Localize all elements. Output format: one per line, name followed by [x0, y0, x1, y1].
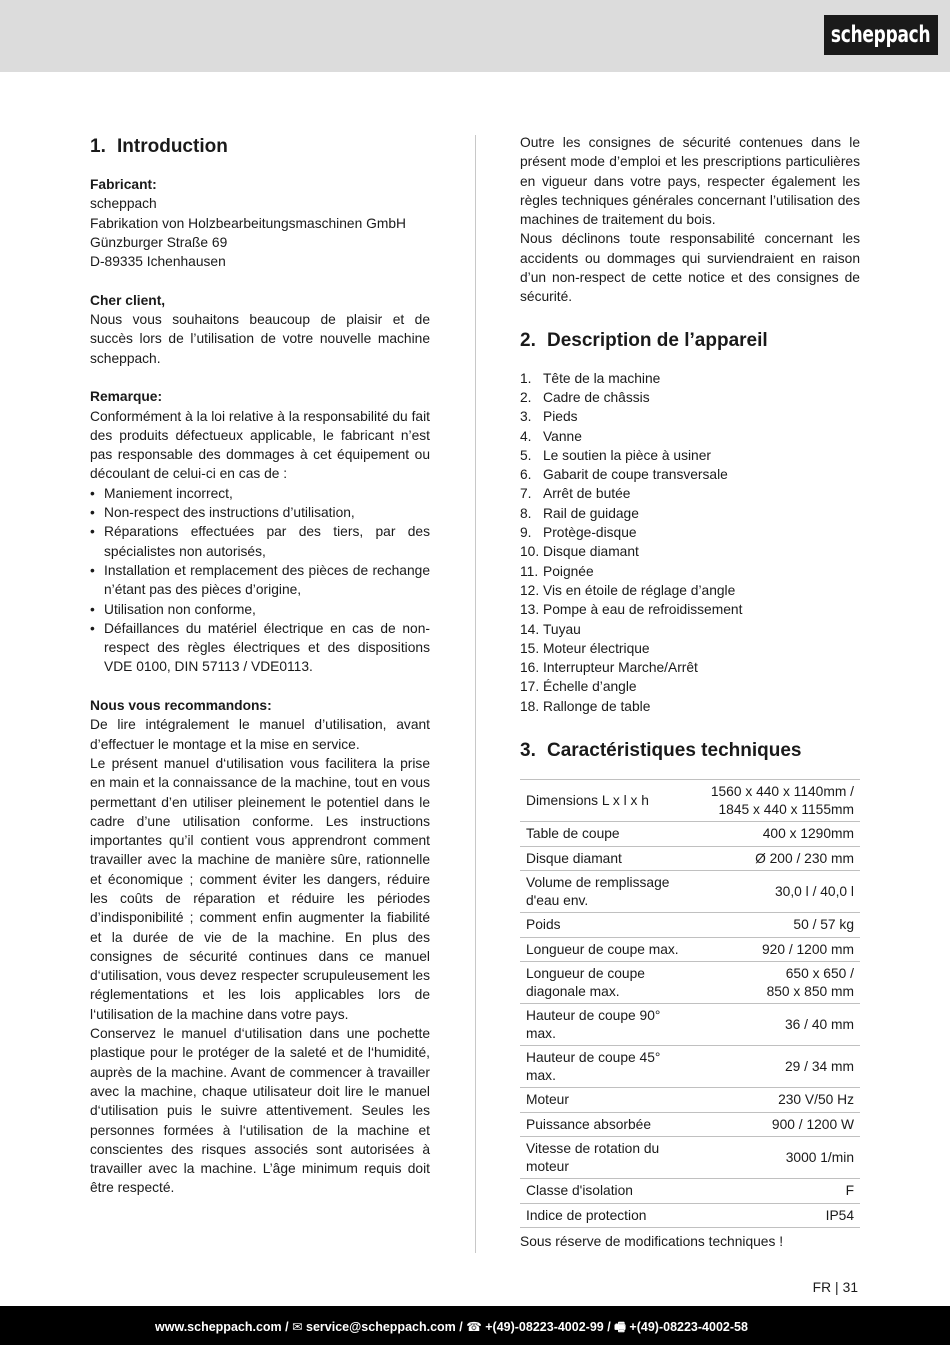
- parts-list-number: 13.: [520, 602, 540, 618]
- spec-value-line: 36 / 40 mm: [784, 1016, 854, 1032]
- spec-value-line: F: [845, 1183, 854, 1199]
- spec-value: [700, 937, 860, 962]
- parts-list-label: Tête de la machine: [543, 370, 661, 386]
- spec-row: [520, 1112, 860, 1137]
- parts-list-item: [520, 407, 860, 426]
- parts-list-item: [520, 639, 860, 658]
- logo-text: scheppach: [831, 22, 931, 48]
- spec-value-line: 1560 x 440 x 1140mm /: [710, 784, 854, 800]
- spec-value: [700, 1112, 860, 1137]
- spec-row: [520, 1004, 860, 1046]
- spec-key: Longueur de coupe max.: [526, 941, 679, 957]
- spec-value: [700, 822, 860, 847]
- parts-list-number: 7.: [520, 486, 532, 502]
- parts-list-item: [520, 677, 860, 696]
- parts-list-label: Rallonge de table: [543, 698, 651, 714]
- spec-key: Longueur de coupe diagonale max.: [526, 966, 645, 999]
- manufacturer-label: Fabricant:: [90, 177, 157, 192]
- parts-list-label: Tuyau: [543, 621, 581, 637]
- parts-list-label: Poignée: [543, 563, 594, 579]
- parts-list-label: Vis en étoile de réglage d’angle: [543, 582, 736, 598]
- footer-contact: www.scheppach.com / ✉ service@scheppach.com / ☎ +(49)-08223-4002-99 / 🖷 +(49)-08223-4002-58: [155, 1320, 748, 1334]
- parts-list-item: [520, 697, 860, 716]
- spec-value: [700, 913, 860, 938]
- parts-list-item: [520, 581, 860, 600]
- right-column: [520, 133, 860, 1251]
- spec-row: [520, 846, 860, 871]
- column-divider: [475, 135, 476, 1253]
- parts-list-label: Pieds: [543, 409, 578, 425]
- parts-list-number: 18.: [520, 698, 540, 714]
- remark-label: Remarque:: [90, 389, 163, 405]
- manufacturer-city: D-89335 Ichenhausen: [90, 254, 226, 270]
- parts-list-item: [520, 523, 860, 542]
- parts-list-label: Rail de guidage: [543, 505, 639, 521]
- spec-value: [700, 1088, 860, 1113]
- spec-value: [700, 962, 860, 1004]
- spec-row: [520, 913, 860, 938]
- parts-list-label: Protège-disque: [543, 525, 637, 541]
- manufacturer-street: Günzburger Straße 69: [90, 234, 228, 250]
- bullet-item: • Maniement incorrect,: [90, 484, 430, 503]
- parts-list-item: [520, 562, 860, 581]
- parts-list-label: Interrupteur Marche/Arrêt: [543, 660, 698, 676]
- spec-key: Hauteur de coupe 90° max.: [526, 1008, 661, 1041]
- parts-list-item: [520, 504, 860, 523]
- section-number: 3.: [520, 740, 536, 762]
- parts-list-item: [520, 465, 860, 484]
- recommend-text-1: De lire intégralement le manuel d’utilisation, avant d’effectuer le montage et la mise en service.: [90, 717, 430, 752]
- spec-value-line: 29 / 34 mm: [784, 1058, 854, 1074]
- spec-value-line: 1845 x 440 x 1155mm: [718, 801, 854, 817]
- spec-value-line: 400 x 1290mm: [762, 826, 854, 842]
- parts-list-number: 10.: [520, 544, 540, 560]
- spec-value: [700, 1179, 860, 1204]
- bullet-item: • Défaillances du matériel électrique en cas de non-respect des règles électriques et des dispositions VDE 0100, DIN 57113 / VDE0113.: [90, 619, 430, 677]
- spec-value-line: Ø 200 / 230 mm: [755, 850, 854, 866]
- spec-row: [520, 1137, 860, 1179]
- spec-value: [700, 1004, 860, 1046]
- parts-list-label: Échelle d’angle: [543, 679, 637, 695]
- section-heading-introduction: [90, 133, 430, 161]
- spec-value: [700, 1046, 860, 1088]
- parts-list-label: Pompe à eau de refroidissement: [543, 602, 743, 618]
- header-band: [0, 0, 950, 72]
- spec-row: [520, 1046, 860, 1088]
- parts-list-item: [520, 620, 860, 639]
- parts-list-label: Moteur électrique: [543, 640, 650, 656]
- spec-value: [700, 1137, 860, 1179]
- spec-value-line: 3000 1/min: [785, 1149, 854, 1165]
- parts-list-number: 4.: [520, 428, 532, 444]
- left-column: [90, 133, 430, 1198]
- spec-value-line: 30,0 l / 40,0 l: [774, 883, 854, 899]
- safety-text-1: Outre les consignes de sécurité contenues dans le présent mode d’emploi et les prescriptions particulières en vigueur dans votre pays, respecter également les règles techniques générales concernant l’utilisation des machines de traitement du bois.: [520, 135, 860, 228]
- manufacturer-name: scheppach: [90, 196, 157, 212]
- spec-key: Hauteur de coupe 45° max.: [526, 1050, 661, 1083]
- parts-list-number: 12.: [520, 582, 540, 598]
- remark-bullet-list: [90, 484, 430, 677]
- parts-list-item: [520, 446, 860, 465]
- parts-list-number: 5.: [520, 447, 532, 463]
- section-title: Introduction: [117, 136, 228, 157]
- spec-value: [700, 871, 860, 913]
- parts-list-label: Arrêt de butée: [543, 486, 631, 502]
- parts-list-item: [520, 484, 860, 503]
- parts-list-number: 9.: [520, 525, 532, 541]
- specs-note: Sous réserve de modifications techniques !: [520, 1234, 784, 1250]
- spec-key: Dimensions L x l x h: [526, 792, 649, 808]
- section-title: Caractéristiques techniques: [547, 740, 802, 762]
- bullet-item: • Non-respect des instructions d’utilisation,: [90, 503, 430, 522]
- parts-list-label: Disque diamant: [543, 544, 639, 560]
- spec-value: [700, 846, 860, 871]
- spec-value-line: IP54: [825, 1207, 854, 1223]
- parts-list-item: [520, 658, 860, 677]
- parts-list-number: 3.: [520, 409, 532, 425]
- page-number: FR | 31: [812, 1280, 858, 1295]
- section-number: 2.: [520, 329, 536, 351]
- remark-text: Conformément à la loi relative à la responsabilité du fait des produits défectueux applicable, le fabricant n’est pas responsable des dommages à cet équipement ou découlant de celui-ci en cas de :: [90, 408, 430, 482]
- bullet-item: • Installation et remplacement des pièces de rechange n’étant pas des pièces d’origine,: [90, 561, 430, 600]
- page-language: FR: [812, 1280, 832, 1295]
- spec-row: [520, 962, 860, 1004]
- recommend-text-2: Le présent manuel d‘utilisation vous facilitera la prise en main et la connaissance de la machine, tout en vous permettant d’en utiliser pleinement le potentiel dans le cadre d’une utilisation conforme. Les instructions importantes qu’il contient vous apprendront comment travailler avec la machine de manière sûre, rationnelle et économique ; comment éviter les dangers, réduire les coûts de réparation et réduire les périodes d’indisponibilité ; comment enfin augmenter la fiabilité et la durée de vie de la machine. En plus des consignes de sécurité continues dans ce manuel d‘utilisation, vous devez respecter scrupuleusement les réglementations et les lois applicables lors de l‘utilisation de la machine dans votre pays.: [90, 755, 430, 1022]
- spec-key: Volume de remplissage d'eau env.: [526, 875, 670, 908]
- parts-list-number: 2.: [520, 389, 532, 405]
- spec-key: Indice de protection: [526, 1207, 647, 1223]
- spec-value-line: 650 x 650 /: [785, 966, 854, 982]
- parts-list: [520, 369, 860, 716]
- bullet-item: • Utilisation non conforme,: [90, 600, 430, 619]
- spec-key: Puissance absorbée: [526, 1116, 652, 1132]
- bullet-item: • Réparations effectuées par des tiers, par des spécialistes non autorisés,: [90, 522, 430, 561]
- section-title: Description de l’appareil: [547, 329, 768, 351]
- spec-value-line: 850 x 850 mm: [766, 983, 854, 999]
- spec-key: Vitesse de rotation du moteur: [526, 1141, 660, 1174]
- manufacturer-company: Fabrikation von Holzbearbeitungsmaschinen GmbH: [90, 215, 406, 231]
- parts-list-number: 1.: [520, 370, 532, 386]
- parts-list-number: 14.: [520, 621, 540, 637]
- page-number-value: 31: [842, 1280, 858, 1295]
- parts-list-number: 16.: [520, 660, 540, 676]
- footer-bar: [0, 1306, 950, 1345]
- parts-list-item: [520, 542, 860, 561]
- spec-value: [700, 780, 860, 822]
- parts-list-number: 15.: [520, 640, 540, 656]
- parts-list-label: Cadre de châssis: [543, 389, 650, 405]
- parts-list-number: 8.: [520, 505, 532, 521]
- dear-customer-label: Cher client,: [90, 292, 166, 308]
- spec-key: Disque diamant: [526, 850, 622, 866]
- spec-key: Moteur: [526, 1092, 569, 1108]
- recommend-label: Nous vous recommandons:: [90, 698, 272, 714]
- spec-value-line: 50 / 57 kg: [793, 917, 854, 933]
- spec-row: [520, 822, 860, 847]
- spec-key: Poids: [526, 917, 561, 933]
- spec-row: [520, 1179, 860, 1204]
- parts-list-number: 17.: [520, 679, 540, 695]
- spec-key: Table de coupe: [526, 826, 620, 842]
- safety-text-2: Nous déclinons toute responsabilité concernant les accidents ou dommages qui surviendraient en raison d’un non-respect de cette notice et des consignes de sécurité.: [520, 231, 860, 305]
- specs-table: [520, 779, 860, 1228]
- section-heading-description: [520, 327, 860, 355]
- parts-list-item: [520, 369, 860, 388]
- parts-list-item: [520, 600, 860, 619]
- scheppach-logo: [824, 15, 938, 55]
- parts-list-number: 11.: [520, 563, 539, 579]
- parts-list-label: Le soutien la pièce à usiner: [543, 447, 711, 463]
- spec-value-line: 900 / 1200 W: [771, 1116, 854, 1132]
- spec-value: [700, 1203, 860, 1228]
- spec-value-line: 920 / 1200 mm: [761, 941, 854, 957]
- parts-list-number: 6.: [520, 467, 532, 483]
- spec-row: [520, 871, 860, 913]
- spec-value-line: 230 V/50 Hz: [778, 1092, 854, 1108]
- section-heading-specs: [520, 737, 860, 765]
- parts-list-item: [520, 388, 860, 407]
- dear-customer-text: Nous vous souhaitons beaucoup de plaisir et de succès lors de l’utilisation de votre nouvelle machine scheppach.: [90, 312, 430, 366]
- recommend-text-3: Conservez le manuel d‘utilisation dans une pochette plastique pour le protéger de la saleté et de l‘humidité, auprès de la machine. Avant de commencer à travailler avec la machine, chaque utilisateur doit lire le manuel d‘utilisation puis le suivre attentivement. Seules les personnes formées à l‘utilisation de la machine et conscientes des risques associés sont autorisées à travailler avec la machine. L’âge minimum requis doit être respecté.: [90, 1026, 430, 1196]
- spec-row: [520, 1203, 860, 1228]
- parts-list-label: Gabarit de coupe transversale: [543, 467, 728, 483]
- section-number: 1.: [90, 136, 106, 157]
- spec-row: [520, 780, 860, 822]
- parts-list-item: [520, 427, 860, 446]
- spec-row: [520, 937, 860, 962]
- spec-row: [520, 1088, 860, 1113]
- parts-list-label: Vanne: [543, 428, 582, 444]
- spec-key: Classe d'isolation: [526, 1183, 633, 1199]
